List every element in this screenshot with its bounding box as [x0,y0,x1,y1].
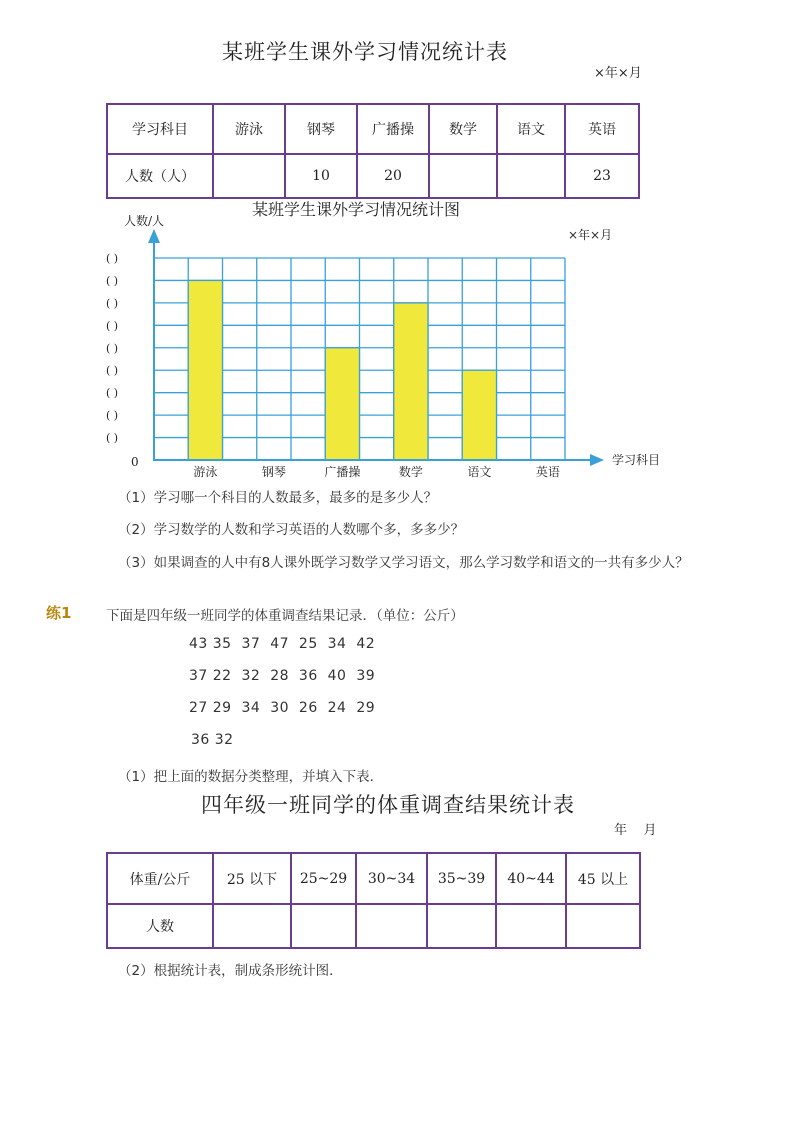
table1-header-cell: 广播操 [357,104,429,154]
table1-cell: 20 [357,154,429,198]
table2 [106,852,641,949]
table2-header-cell: 40~44 [496,853,566,904]
table1-header-cell: 英语 [565,104,639,154]
y-tick-label: ( ) [106,431,119,445]
table2-title: 四年级一班同学的体重调查结果统计表 [201,793,575,817]
table2-cell [566,904,640,948]
chart-title: 某班学生课外学习情况统计图 [251,200,461,219]
x-axis-label: 学习科目 [612,453,661,467]
table1-header-cell: 钢琴 [285,104,357,154]
table2-cell [427,904,496,948]
exercise-question-1: （1）把上面的数据分类整理，并填入下表． [118,769,384,785]
table1-cell: 23 [565,154,639,198]
y-axis-label: 人数/人 [124,214,165,228]
x-tick-label: 广播操 [324,465,361,479]
data-line: 27 29 34 30 26 24 29 [189,700,376,716]
table1-cell [429,154,497,198]
table2-date: 年 月 [614,823,657,838]
data-line: 37 22 32 28 36 40 39 [189,668,376,684]
table2-cell [496,904,566,948]
table1-cell: 人数（人） [107,154,213,198]
origin-label: 0 [131,455,139,469]
table1-cell [213,154,285,198]
table2-header-cell: 25~29 [291,853,356,904]
table1 [106,103,640,199]
y-tick-label: ( ) [106,409,119,423]
table2-cell [213,904,291,948]
x-tick-label: 钢琴 [261,465,286,479]
y-tick-label: ( ) [106,296,119,310]
x-tick-label: 数学 [398,465,423,479]
x-tick-label: 游泳 [193,465,218,479]
exercise-label: 练1 [46,604,72,622]
data-line: 43 35 37 47 25 34 42 [189,636,376,652]
bar [188,280,222,460]
table1-cell: 10 [285,154,357,198]
y-tick-label: ( ) [106,386,119,400]
table1-header-cell: 语文 [497,104,565,154]
table2-header-cell: 45 以上 [566,853,640,904]
table1-header-cell: 游泳 [213,104,285,154]
x-tick-label: 英语 [535,465,560,479]
chart-date: ×年×月 [568,228,613,242]
table2-header-cell: 35~39 [427,853,496,904]
y-tick-label: ( ) [106,364,119,378]
question-2: （2）学习数学的人数和学习英语的人数哪个多，多多少？ [118,522,465,538]
bar [394,303,428,460]
table1-header-cell: 数学 [429,104,497,154]
data-line: 36 32 [191,732,234,748]
exercise-intro: 下面是四年级一班同学的体重调查结果记录．（单位：公斤） [106,608,464,624]
table1-header-cell: 学习科目 [107,104,213,154]
exercise-question-2: （2）根据统计表，制成条形统计图． [118,963,343,979]
y-tick-label: ( ) [106,252,119,265]
y-tick-label: ( ) [106,341,119,355]
y-tick-label: ( ) [106,274,119,288]
x-tick-label: 语文 [467,465,492,479]
question-3: （3）如果调查的人中有8人课外既学习数学又学习语文，那么学习数学和语文的一共有多少人？ [118,555,689,571]
table2-header-cell: 25 以下 [213,853,291,904]
bar [325,348,359,460]
y-tick-label: ( ) [106,319,119,333]
table1-date: ×年×月 [594,66,642,81]
table2-header-cell: 30~34 [356,853,427,904]
question-1: （1）学习哪一个科目的人数最多，最多的是多少人？ [118,490,438,506]
bar-chart [0,195,800,490]
table1-cell [497,154,565,198]
table2-cell [356,904,427,948]
table2-cell [291,904,356,948]
table1-title: 某班学生课外学习情况统计表 [222,40,508,64]
table2-header-cell: 体重/公斤 [107,853,213,904]
bar [462,370,496,460]
table2-cell: 人数 [107,904,213,948]
